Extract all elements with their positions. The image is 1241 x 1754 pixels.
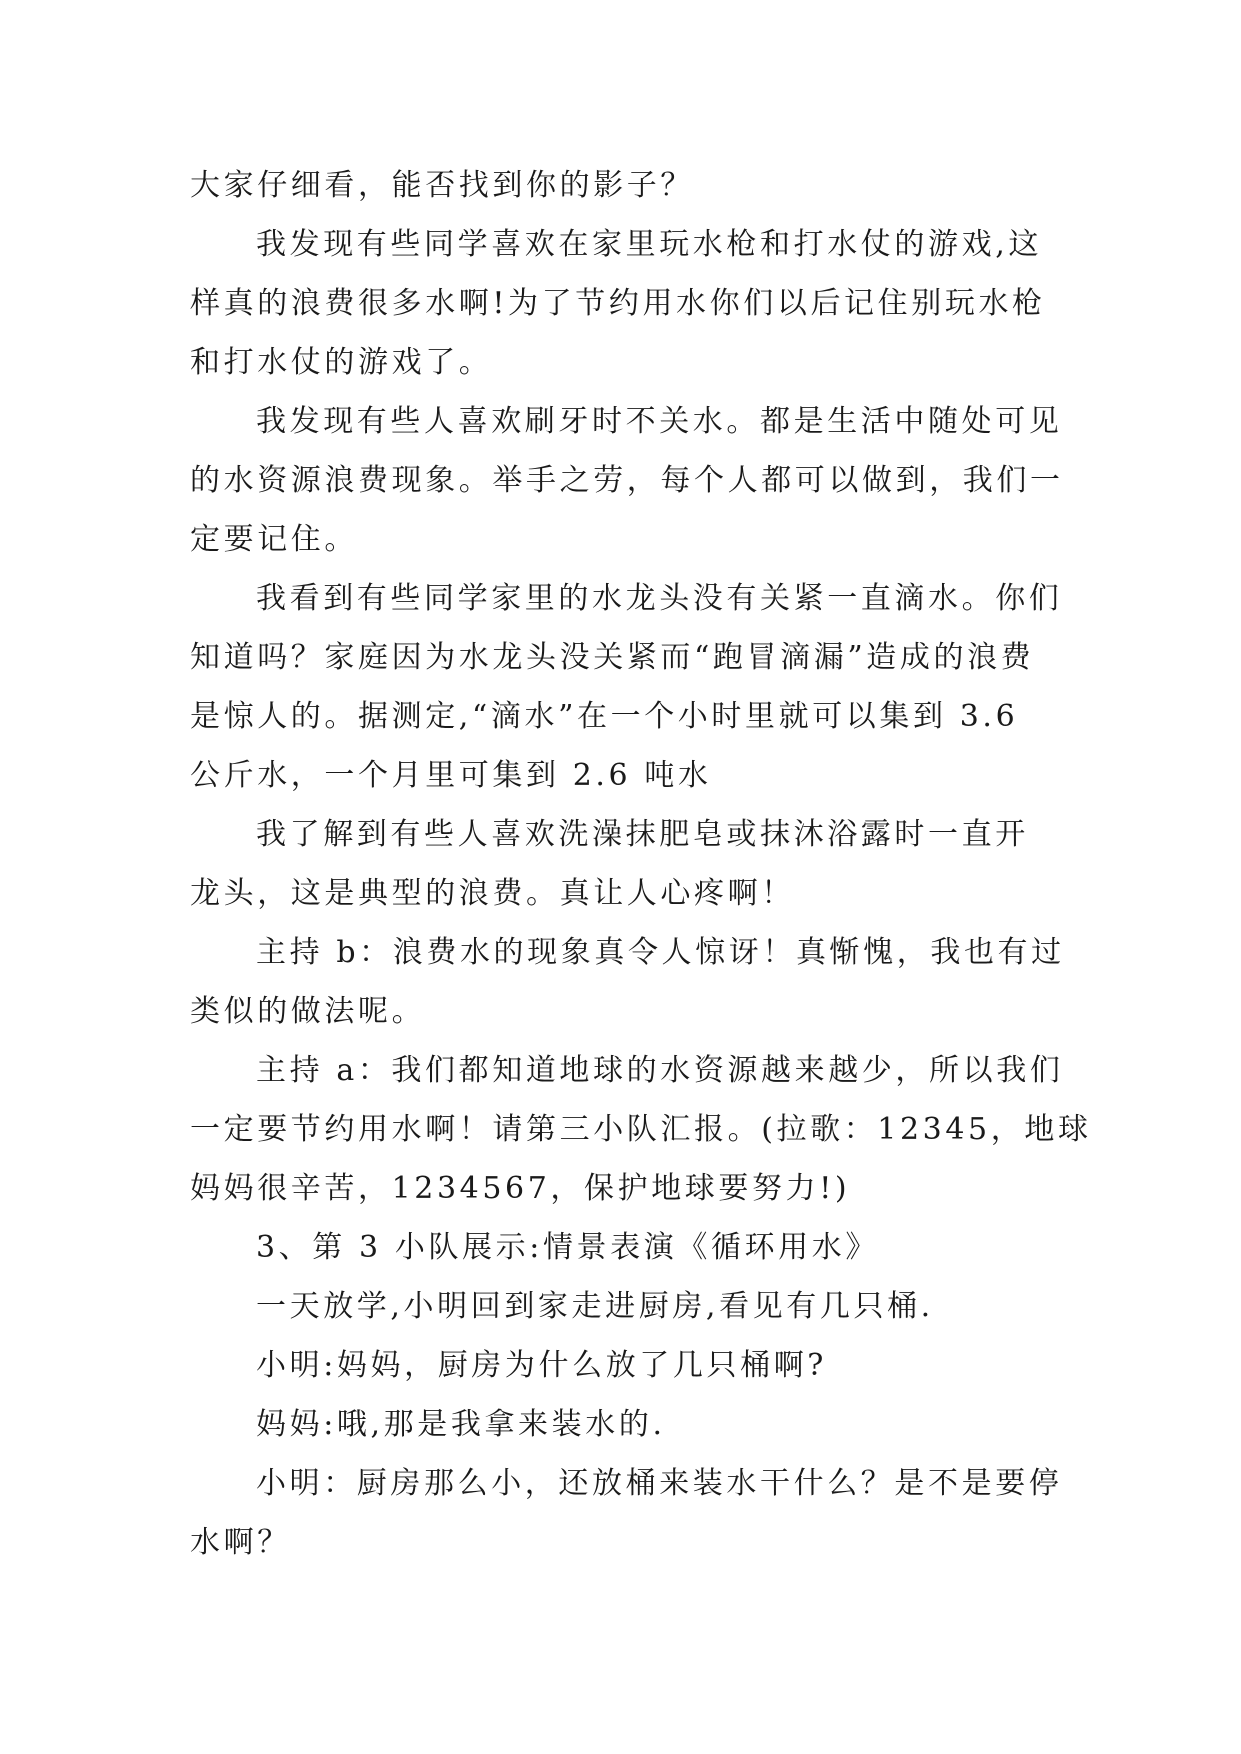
text-line: 我发现有些人喜欢刷牙时不关水。都是生活中随处可见 (256, 404, 1063, 439)
text-line: 龙头，这是典型的浪费。真让人心疼啊！ (190, 876, 795, 911)
text-line: 类似的做法呢。 (190, 994, 426, 1029)
text-line: 3、第 3 小队展示:情景表演《循环用水》 (256, 1230, 879, 1265)
text-line: 公斤水，一个月里可集到 2.6 吨水 (190, 758, 712, 793)
text-line: 一定要节约用水啊！请第三小队汇报。(拉歌：12345，地球 (190, 1112, 1092, 1147)
text-line: 样真的浪费很多水啊!为了节约用水你们以后记住别玩水枪 (190, 286, 1046, 321)
text-line: 知道吗？家庭因为水龙头没关紧而“跑冒滴漏”造成的浪费 (190, 640, 1035, 675)
text-line: 和打水仗的游戏了。 (190, 345, 493, 380)
text-line: 水啊？ (190, 1525, 291, 1560)
text-line: 是惊人的。据测定,“滴水”在一个小时里就可以集到 3.6 (190, 699, 1019, 734)
text-line: 定要记住。 (190, 522, 358, 557)
text-line: 我发现有些同学喜欢在家里玩水枪和打水仗的游戏,这 (256, 227, 1042, 262)
text-line: 妈妈很辛苦，1234567，保护地球要努力!) (190, 1171, 851, 1206)
text-line: 主持 b：浪费水的现象真令人惊讶！真惭愧，我也有过 (256, 935, 1065, 970)
text-line: 大家仔细看，能否找到你的影子？ (190, 168, 694, 203)
text-line: 一天放学,小明回到家走进厨房,看见有几只桶. (256, 1289, 934, 1324)
text-line: 妈妈:哦,那是我拿来装水的. (256, 1407, 666, 1442)
text-line: 我看到有些同学家里的水龙头没有关紧一直滴水。你们 (256, 581, 1063, 616)
text-line: 的水资源浪费现象。举手之劳，每个人都可以做到，我们一 (190, 463, 1064, 498)
text-line: 小明：厨房那么小，还放桶来装水干什么？是不是要停 (256, 1466, 1063, 1501)
text-line: 主持 a：我们都知道地球的水资源越来越少，所以我们 (256, 1053, 1064, 1088)
body-text (190, 156, 1092, 1572)
text-line: 小明:妈妈，厨房为什么放了几只桶啊? (256, 1348, 827, 1383)
text-line: 我了解到有些人喜欢洗澡抹肥皂或抹沐浴露时一直开 (256, 817, 1029, 852)
